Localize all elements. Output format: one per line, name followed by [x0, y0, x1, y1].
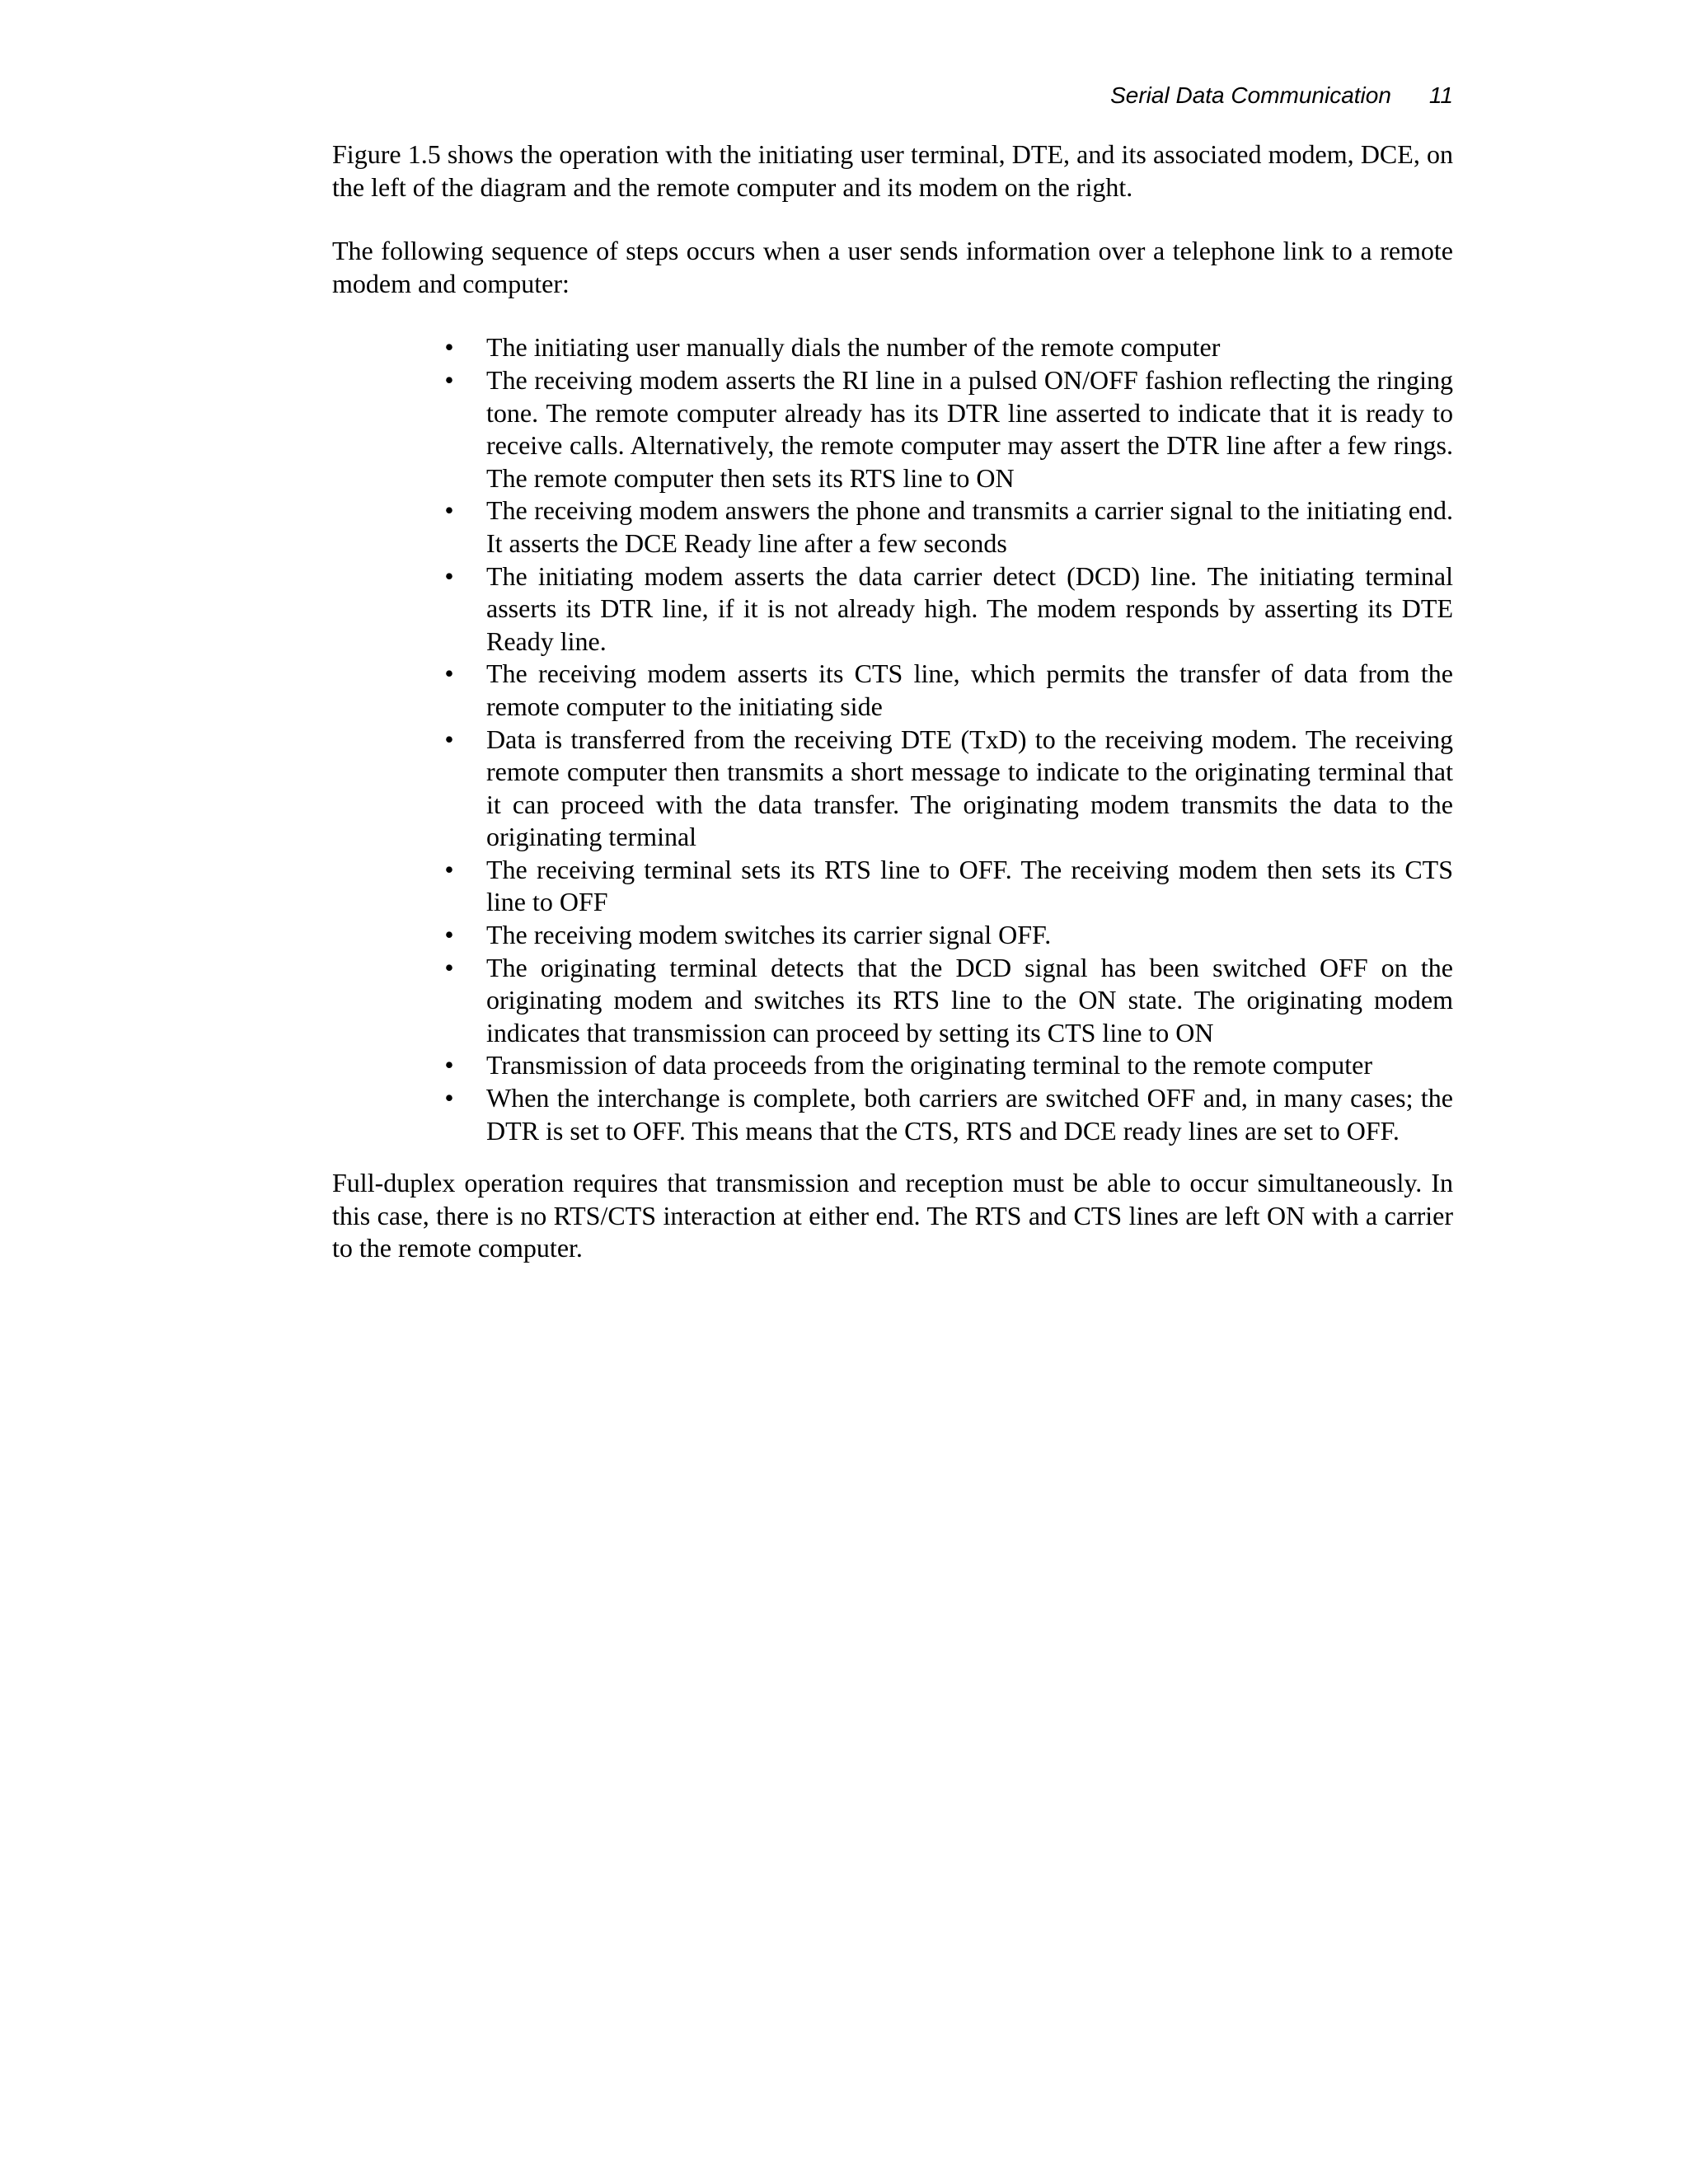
list-item-text: The receiving modem answers the phone and transmits a carrier signal to the initiating end. It asserts the DCE Ready line after a few seconds [486, 495, 1453, 558]
list-item-text: The receiving modem switches its carrier signal OFF. [486, 920, 1052, 950]
list-item-text: The initiating user manually dials the number of the remote computer [486, 332, 1221, 363]
list-item-text: The initiating modem asserts the data carrier detect (DCD) line. The initiating terminal asserts its DTR line, if it is not already high. The modem responds by asserting its DTE Ready line. [486, 560, 1453, 656]
list-item-text: When the interchange is complete, both carriers are switched OFF and, in many cases; the DTR is set to OFF. This means that the CTS, RTS and DCE ready lines are set to OFF. [486, 1083, 1453, 1146]
bullet-icon: • [444, 658, 454, 689]
list-item-text: The receiving modem asserts its CTS line, which permits the transfer of data from the remote computer to the initiating side [486, 658, 1453, 721]
list-item [444, 494, 1453, 560]
bullet-icon: • [444, 560, 454, 591]
bullet-icon: • [444, 920, 454, 950]
intro-paragraph: Figure 1.5 shows the operation with the initiating user terminal, DTE, and its associated modem, DCE, on the left of the diagram and the remote computer and its modem on the right. [332, 139, 1453, 202]
list-item-text: Data is transferred from the receiving DTE (TxD) to the receiving modem. The receiving remote computer then transmits a short message to indicate to the originating terminal that it can proceed with the data transfer. The originating modem transmits the data to the originating terminal [486, 724, 1453, 852]
list-item-text: The originating terminal detects that the DCD signal has been switched OFF on the originating modem and switches its RTS line to the ON state. The originating modem indicates that transmission can proceed by setting its CTS line to ON [486, 952, 1453, 1047]
bullet-icon: • [444, 724, 454, 754]
list-item-text: The receiving modem asserts the RI line in a pulsed ON/OFF fashion reflecting the ringing tone. The remote computer already has its DTR line asserted to indicate that it is ready to receive calls. Alternatively, the remote computer may assert the DTR line after a few rings. The remote computer then sets its RTS line to ON [486, 364, 1453, 493]
page-number: 11 [1428, 82, 1453, 108]
list-item [444, 1082, 1453, 1147]
steps-list [332, 331, 1453, 1147]
running-title: Serial Data Communication [1110, 82, 1391, 108]
full-duplex-paragraph: Full-duplex operation requires that transmission and reception must be able to occur simultaneously. In this case, there is no RTS/CTS interaction at either end. The RTS and CTS lines are left ON with a carrier to the remote computer. [332, 1168, 1453, 1263]
list-item-text: Transmission of data proceeds from the originating terminal to the remote computer [486, 1050, 1372, 1080]
bullet-icon: • [444, 854, 454, 884]
list-item [444, 952, 1453, 1050]
list-item [444, 364, 1453, 494]
body-text [332, 138, 1453, 1296]
running-header [1110, 79, 1453, 112]
sequence-intro-paragraph: The following sequence of steps occurs when a user sends information over a telephone link to a remote modem and computer: [332, 236, 1453, 298]
list-item [444, 854, 1453, 919]
list-item [444, 658, 1453, 723]
list-item [444, 919, 1453, 952]
list-item [444, 1049, 1453, 1082]
bullet-icon: • [444, 952, 454, 982]
bullet-icon: • [444, 364, 454, 395]
bullet-icon: • [444, 1050, 454, 1080]
list-item [444, 560, 1453, 658]
list-item [444, 724, 1453, 854]
list-item-text: The receiving terminal sets its RTS line to OFF. The receiving modem then sets its CTS line to OFF [486, 854, 1453, 917]
bullet-icon: • [444, 332, 454, 363]
bullet-icon: • [444, 1083, 454, 1113]
list-item [444, 331, 1453, 364]
bullet-icon: • [444, 495, 454, 526]
